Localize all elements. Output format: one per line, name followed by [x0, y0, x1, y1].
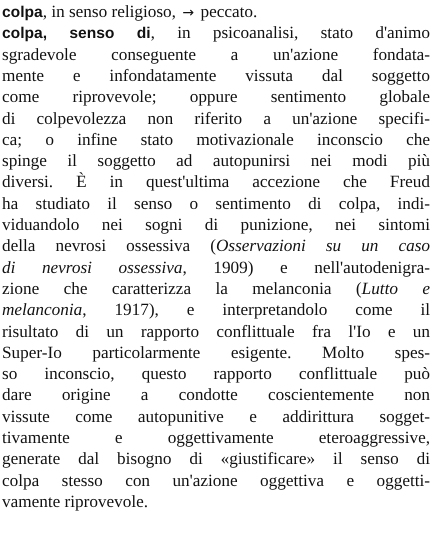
entry-1-line	[2, 65, 430, 86]
entry-text: sgradevole conseguente a un'azione fondata-	[2, 44, 430, 64]
entry-text: peccato.	[196, 2, 258, 21]
italic-title: Lutto e	[361, 278, 430, 298]
entry-text: , 1917), e interpretandolo come il	[82, 300, 430, 320]
entry-text: , in psicoanalisi, stato d'animo	[150, 23, 430, 43]
dictionary-page	[2, 0, 430, 536]
entry-0-line	[2, 1, 430, 22]
entry-text: generate dal bisogno di «giustificare» il senso di	[2, 449, 430, 469]
entry-1-line	[2, 257, 430, 278]
entry-text: , 1909) e nell'autodenigra-	[182, 257, 430, 277]
entry-1-line	[2, 193, 430, 214]
entry-text: zione che caratterizza la melanconia (	[2, 278, 362, 298]
entry-1-line	[2, 427, 430, 448]
entry-term: colpa	[2, 4, 43, 21]
entry-1-line	[2, 384, 430, 405]
entry-text: risultato di un rapporto conflittuale fra l'Io e un	[2, 321, 430, 341]
entry-text: vissute come autopunitive e addirittura sogget-	[2, 406, 430, 426]
entry-1-line	[2, 86, 430, 107]
entry-1-line	[2, 491, 430, 512]
entry-1-line	[2, 171, 430, 192]
entry-text: diversi. È in quest'ultima accezione che Freud	[2, 172, 430, 192]
entry-1-line	[2, 278, 430, 299]
entry-text: come riprovevole; oppure sentimento globale	[2, 87, 430, 107]
entry-1-line	[2, 150, 430, 171]
entry-1-line	[2, 44, 430, 65]
entry-text: , in senso religioso,	[42, 2, 181, 21]
entry-text: Super-Io particolarmente esigente. Molto spes-	[2, 342, 430, 362]
italic-title: melanconia	[2, 300, 83, 320]
entry-text: di colpevolezza non riferito a un'azione specifi-	[2, 108, 430, 128]
entry-1-line	[2, 470, 430, 491]
entry-text: ha studiato il senso o sentimento di colpa, indi-	[2, 193, 430, 213]
entry-text: ca; o infine stato motivazionale inconscio che	[2, 129, 430, 149]
entry-text: viduandolo nei sogni di punizione, nei sintomi	[2, 215, 430, 234]
entry-text: mente e infondatamente vissuta dal soggetto	[2, 65, 430, 85]
entry-1-line	[2, 235, 430, 256]
entry-1-line	[2, 129, 430, 150]
cross-reference-arrow-icon: →	[182, 5, 195, 21]
entry-text: spinge il soggetto ad autopunirsi nei modi più	[2, 151, 430, 171]
entry-1-line	[2, 108, 430, 129]
entry-text: so inconscio, questo rapporto conflittuale può	[2, 364, 430, 384]
entry-1-line	[2, 363, 430, 384]
entry-1-line	[2, 321, 430, 342]
italic-title: Osservazioni su un caso	[215, 236, 430, 256]
entry-1-line	[2, 214, 430, 235]
entry-1-line	[2, 342, 430, 363]
entry-1-line	[2, 22, 430, 43]
entry-text: colpa stesso con un'azione oggettiva e oggetti-	[2, 470, 430, 490]
italic-title: di nevrosi ossessiva	[2, 257, 183, 277]
entry-1-line	[2, 299, 430, 320]
entry-text: vamente riprovevole.	[2, 491, 149, 511]
entry-text: tivamente e oggettivamente eteroaggressive,	[2, 428, 430, 447]
entry-text: della nevrosi ossessiva (	[2, 236, 216, 256]
entry-text: dare origine a condotte coscientemente non	[2, 385, 430, 405]
entry-1-line	[2, 406, 430, 427]
entry-1-line	[2, 448, 430, 469]
entry-term: colpa, senso di	[2, 25, 151, 43]
